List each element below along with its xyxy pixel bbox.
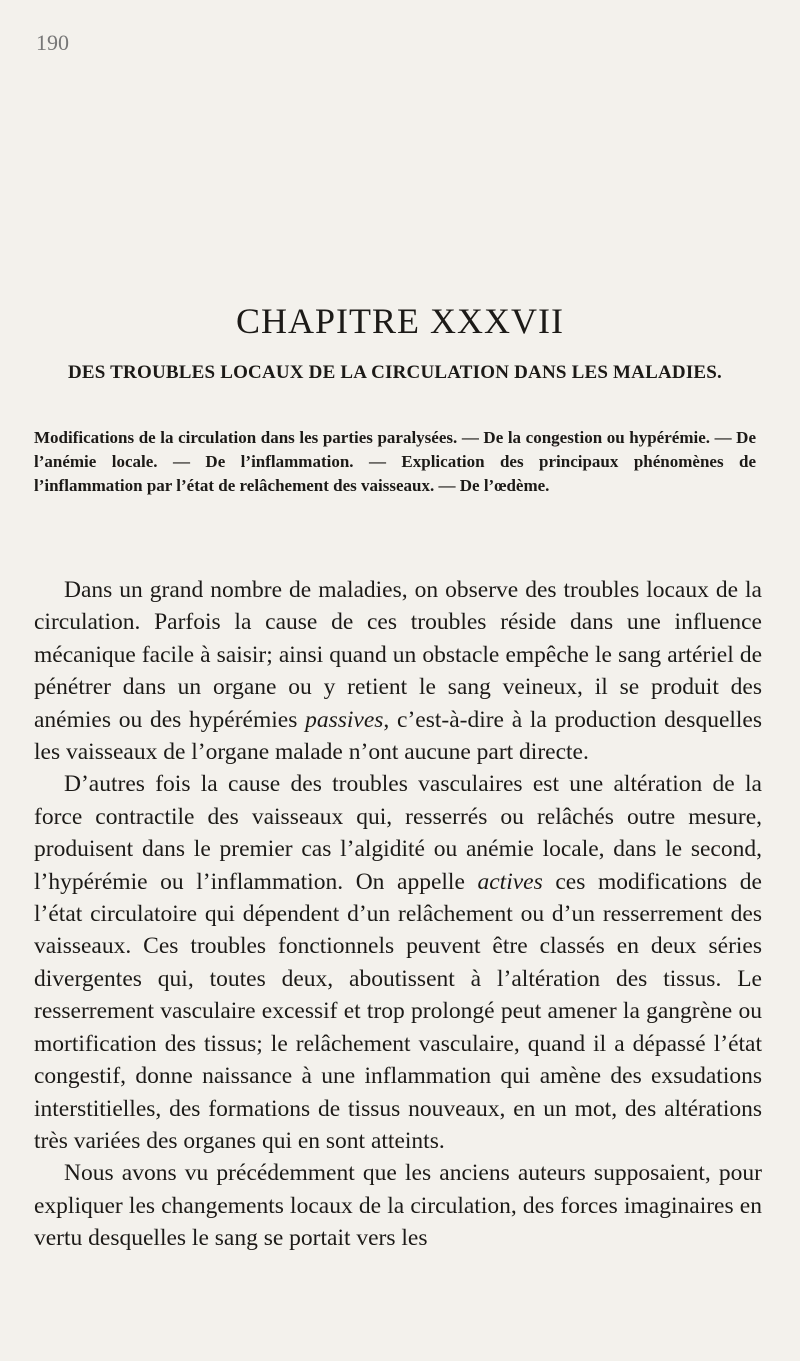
- italic-passives: passives: [305, 706, 384, 733]
- section-title: DES TROUBLES LOCAUX DE LA CIRCULATION DANS LES MALADIES.: [68, 362, 722, 383]
- running-header: [28, 30, 768, 60]
- body-text: [34, 574, 762, 1255]
- paragraph-1: Dans un grand nombre de maladies, on observe des troubles locaux de la circulation. Parfois la cause de ces troubles réside dans une influence mécanique facile à saisir; ainsi quand un obstacle empêche le sang artériel de pénétrer dans un organe ou y retient le sang veineux, il se produit des anémies ou des hypérémies passives, c’est-à-dire à la production desquelles les vaisseaux de l’organe malade n’ont aucune part directe.: [34, 577, 763, 766]
- italic-actives: actives: [477, 868, 543, 895]
- page-number: 190: [36, 30, 69, 55]
- paragraph-2: D’autres fois la cause des troubles vasculaires est une altération de la force contractile des vaisseaux qui, resserrés ou relâchés outre mesure, produisent dans le premier cas l’algidité ou anémie locale, dans le second, l’hypérémie ou l’inflammation. On appelle actives ces modifications de l’état circulatoire qui dépendent d’un relâchement ou d’un resserrement des vaisseaux. Ces troubles fonctionnels peuvent être classés en deux séries divergentes qui, toutes deux, aboutissent à l’altération des tissus. Le resserrement vasculaire excessif et trop prolongé peut amener la gangrène ou mortification des tissus; le relâchement vasculaire, quand il a dépassé l’état congestif, donne naissance à une inflammation qui amène des exsudations interstitielles, des formations de tissus nouveaux, en un mot, des altérations très variées des organes qui en sont atteints.: [34, 771, 762, 1154]
- chapter-title: CHAPITRE XXXVII: [236, 301, 564, 342]
- chapter-summary: Modifications de la circulation dans les parties paralysées. — De la congestion ou hypérémie. — De l’anémie locale. — De l’inflammation. — Explication des principaux phénomènes de l’inflammation par l’état de relâchement des vaisseaux. — De l’œdème.: [34, 428, 756, 495]
- paragraph-3: Nous avons vu précédemment que les anciens auteurs supposaient, pour expliquer les changements locaux de la circulation, des forces imaginaires en vertu desquelles le sang se portait vers les: [34, 1160, 762, 1252]
